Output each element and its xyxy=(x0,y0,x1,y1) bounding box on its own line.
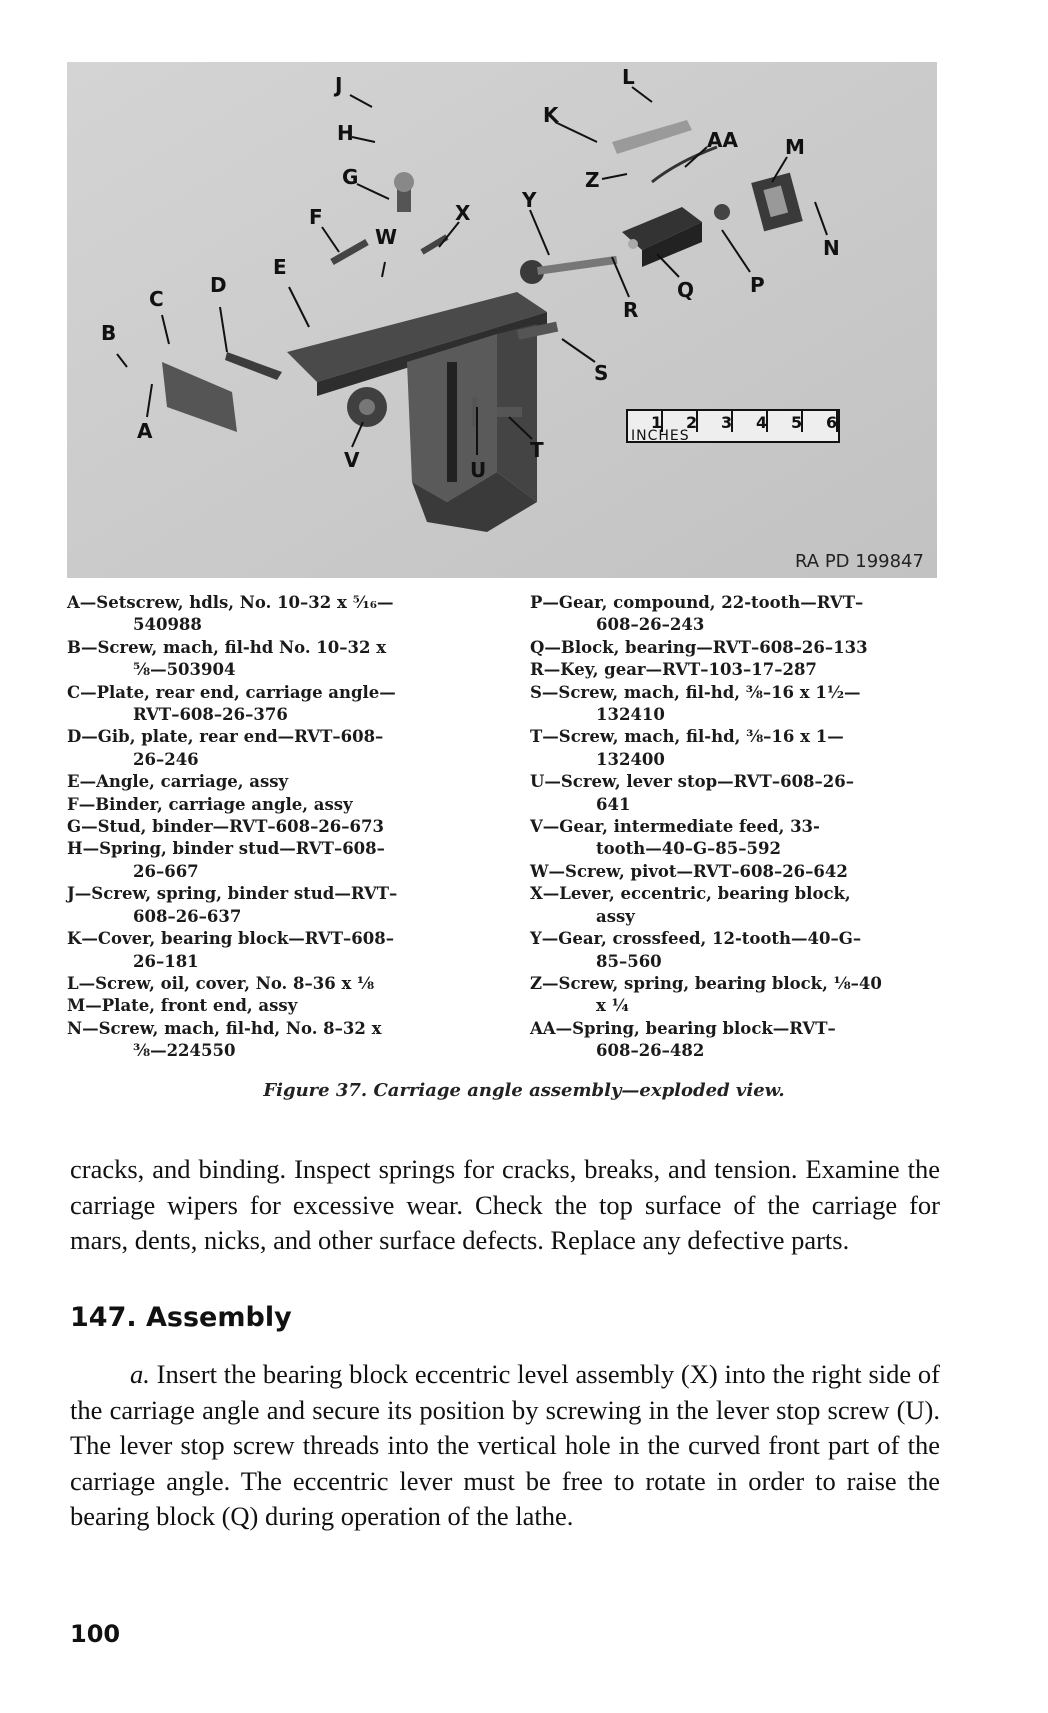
legend-item-text: L—Screw, oil, cover, No. 8–36 x ⅛ xyxy=(67,973,375,993)
legend-item-text: E—Angle, carriage, assy xyxy=(67,772,289,792)
ruler-num-2: 2 xyxy=(686,413,698,432)
exploded-view-figure xyxy=(67,62,937,578)
legend-item xyxy=(530,592,940,637)
label-T: T xyxy=(530,438,544,462)
label-Y: Y xyxy=(522,188,537,212)
legend-item-text: B—Screw, mach, fil-hd No. 10–32 x xyxy=(67,637,387,657)
legend-item-text: Z—Screw, spring, bearing block, ⅛–40 xyxy=(530,973,882,993)
legend-item xyxy=(530,771,940,816)
legend-item xyxy=(530,637,940,659)
label-L: L xyxy=(622,65,635,89)
legend-item-text: Q—Block, bearing—RVT–608–26–133 xyxy=(530,637,868,657)
label-AA: AA xyxy=(707,128,738,152)
label-S: S xyxy=(594,361,609,385)
label-X: X xyxy=(455,201,471,225)
legend-item xyxy=(67,1018,477,1063)
legend-item-continuation: 26–246 xyxy=(133,749,199,769)
legend-item-text: AA—Spring, bearing block—RVT– xyxy=(530,1018,836,1038)
exploded-view-photo xyxy=(67,62,937,578)
parts-legend-right xyxy=(530,592,940,1063)
label-J: J xyxy=(335,73,343,97)
legend-item xyxy=(67,838,477,883)
label-G: G xyxy=(342,165,359,189)
label-B: B xyxy=(101,321,117,345)
section-heading: 147. Assembly xyxy=(70,1302,292,1333)
photo-id: RA PD 199847 xyxy=(795,551,924,572)
legend-item xyxy=(67,637,477,682)
legend-item-continuation: 85–560 xyxy=(596,951,662,971)
legend-item-text: Y—Gear, crossfeed, 12-tooth—40–G– xyxy=(530,929,862,949)
paragraph-assembly-a xyxy=(70,1357,940,1535)
legend-item-text: S—Screw, mach, fil-hd, ⅜–16 x 1½— xyxy=(530,682,861,702)
ruler-num-6: 6 xyxy=(826,413,838,432)
legend-item xyxy=(67,973,477,995)
legend-item xyxy=(67,816,477,838)
parts-legend-left xyxy=(67,592,477,1063)
label-W: W xyxy=(375,225,398,249)
legend-item-continuation: 26–181 xyxy=(133,951,199,971)
legend-item xyxy=(530,973,940,1018)
legend-item-text: U—Screw, lever stop—RVT–608–26– xyxy=(530,772,854,792)
legend-item-text: J—Screw, spring, binder stud—RVT– xyxy=(67,884,398,904)
legend-item-continuation: assy xyxy=(596,906,635,926)
label-D: D xyxy=(210,273,227,297)
legend-item-text: N—Screw, mach, fil-hd, No. 8–32 x xyxy=(67,1018,382,1038)
legend-item-text: T—Screw, mach, fil-hd, ⅜–16 x 1— xyxy=(530,727,844,747)
label-Z: Z xyxy=(585,168,600,192)
legend-item-text: V—Gear, intermediate feed, 33- xyxy=(530,817,820,837)
legend-item-continuation: 26–667 xyxy=(133,861,199,881)
ruler-num-3: 3 xyxy=(721,413,733,432)
label-V: V xyxy=(344,448,360,472)
ruler-num-4: 4 xyxy=(756,413,768,432)
legend-item-continuation: 132410 xyxy=(596,705,665,725)
legend-item-continuation: tooth—40–G–85–592 xyxy=(596,839,781,859)
inch-ruler xyxy=(627,410,839,444)
legend-item-text: X—Lever, eccentric, bearing block, xyxy=(530,884,851,904)
legend-item-text: F—Binder, carriage angle, assy xyxy=(67,794,353,814)
label-Q: Q xyxy=(677,278,695,302)
paragraph-marker: a. xyxy=(130,1359,150,1389)
legend-item-continuation: ⅜—224550 xyxy=(133,1041,236,1061)
legend-item xyxy=(530,861,940,883)
legend-item-text: H—Spring, binder stud—RVT–608– xyxy=(67,839,385,859)
label-F: F xyxy=(309,205,323,229)
legend-item-continuation: 540988 xyxy=(133,615,202,635)
legend-item xyxy=(67,995,477,1017)
legend-item xyxy=(67,592,477,637)
legend-item-continuation: ⅝—503904 xyxy=(133,660,236,680)
label-H: H xyxy=(337,121,354,145)
label-C: C xyxy=(149,287,164,311)
label-R: R xyxy=(623,298,639,322)
legend-item-text: P—Gear, compound, 22-tooth—RVT– xyxy=(530,593,864,612)
legend-item xyxy=(530,1018,940,1063)
legend-item-text: C—Plate, rear end, carriage angle— xyxy=(67,682,396,702)
paragraph-assembly-a-text: Insert the bearing block eccentric level assembly (X) into the right side of the carriage angle and secure its position by screwing in the lever stop screw (U). The lever stop screw threads into the vertical hole in the curved front part of the carriage angle. The eccentric lever must be free to rotate in order to raise the bearing block (Q) during operation of the lathe. xyxy=(70,1359,940,1531)
legend-item xyxy=(530,682,940,727)
ruler-num-5: 5 xyxy=(791,413,803,432)
label-K: K xyxy=(543,103,559,127)
legend-item-text: D—Gib, plate, rear end—RVT–608– xyxy=(67,727,384,747)
legend-item-continuation: 132400 xyxy=(596,749,665,769)
legend-item xyxy=(67,682,477,727)
legend-item-continuation: 608–26–637 xyxy=(133,906,242,926)
label-M: M xyxy=(785,135,805,159)
legend-item xyxy=(67,928,477,973)
legend-item xyxy=(530,816,940,861)
legend-item xyxy=(530,659,940,681)
legend-item xyxy=(67,883,477,928)
legend-item-text: W—Screw, pivot—RVT–608–26–642 xyxy=(530,861,848,881)
label-U: U xyxy=(470,458,487,482)
legend-item xyxy=(67,794,477,816)
legend-item-continuation: 608–26–482 xyxy=(596,1041,705,1061)
legend-item xyxy=(530,726,940,771)
label-N: N xyxy=(823,236,840,260)
legend-item-continuation: x ¼ xyxy=(596,996,629,1016)
legend-item-text: R—Key, gear—RVT–103–17–287 xyxy=(530,660,817,680)
legend-item-text: G—Stud, binder—RVT–608–26–673 xyxy=(67,817,384,837)
label-A: A xyxy=(137,419,153,443)
legend-item-text: K—Cover, bearing block—RVT–608– xyxy=(67,929,394,949)
legend-item xyxy=(67,771,477,793)
paragraph-inspection: cracks, and binding. Inspect springs for cracks, breaks, and tension. Examine the carriage wipers for excessive wear. Check the top surface of the carriage for mars, dents, nicks, and other surface defects. Replace any defective parts. xyxy=(70,1154,940,1255)
page-number: 100 xyxy=(70,1620,121,1648)
legend-item-text: A—Setscrew, hdls, No. 10–32 x ⁵⁄₁₆— xyxy=(67,593,394,612)
legend-item-text: M—Plate, front end, assy xyxy=(67,996,298,1016)
legend-item-continuation: RVT–608–26–376 xyxy=(133,705,288,725)
legend-item xyxy=(67,726,477,771)
ruler-num-1: 1 xyxy=(651,413,663,432)
legend-item xyxy=(530,883,940,928)
legend-item-continuation: 641 xyxy=(596,794,631,814)
ruler-inches-label: INCHES xyxy=(631,428,690,444)
legend-item xyxy=(530,928,940,973)
label-P: P xyxy=(750,273,765,297)
legend-item-continuation: 608–26–243 xyxy=(596,615,705,635)
figure-caption: Figure 37. Carriage angle assembly—exploded view. xyxy=(263,1080,785,1101)
label-E: E xyxy=(273,255,287,279)
